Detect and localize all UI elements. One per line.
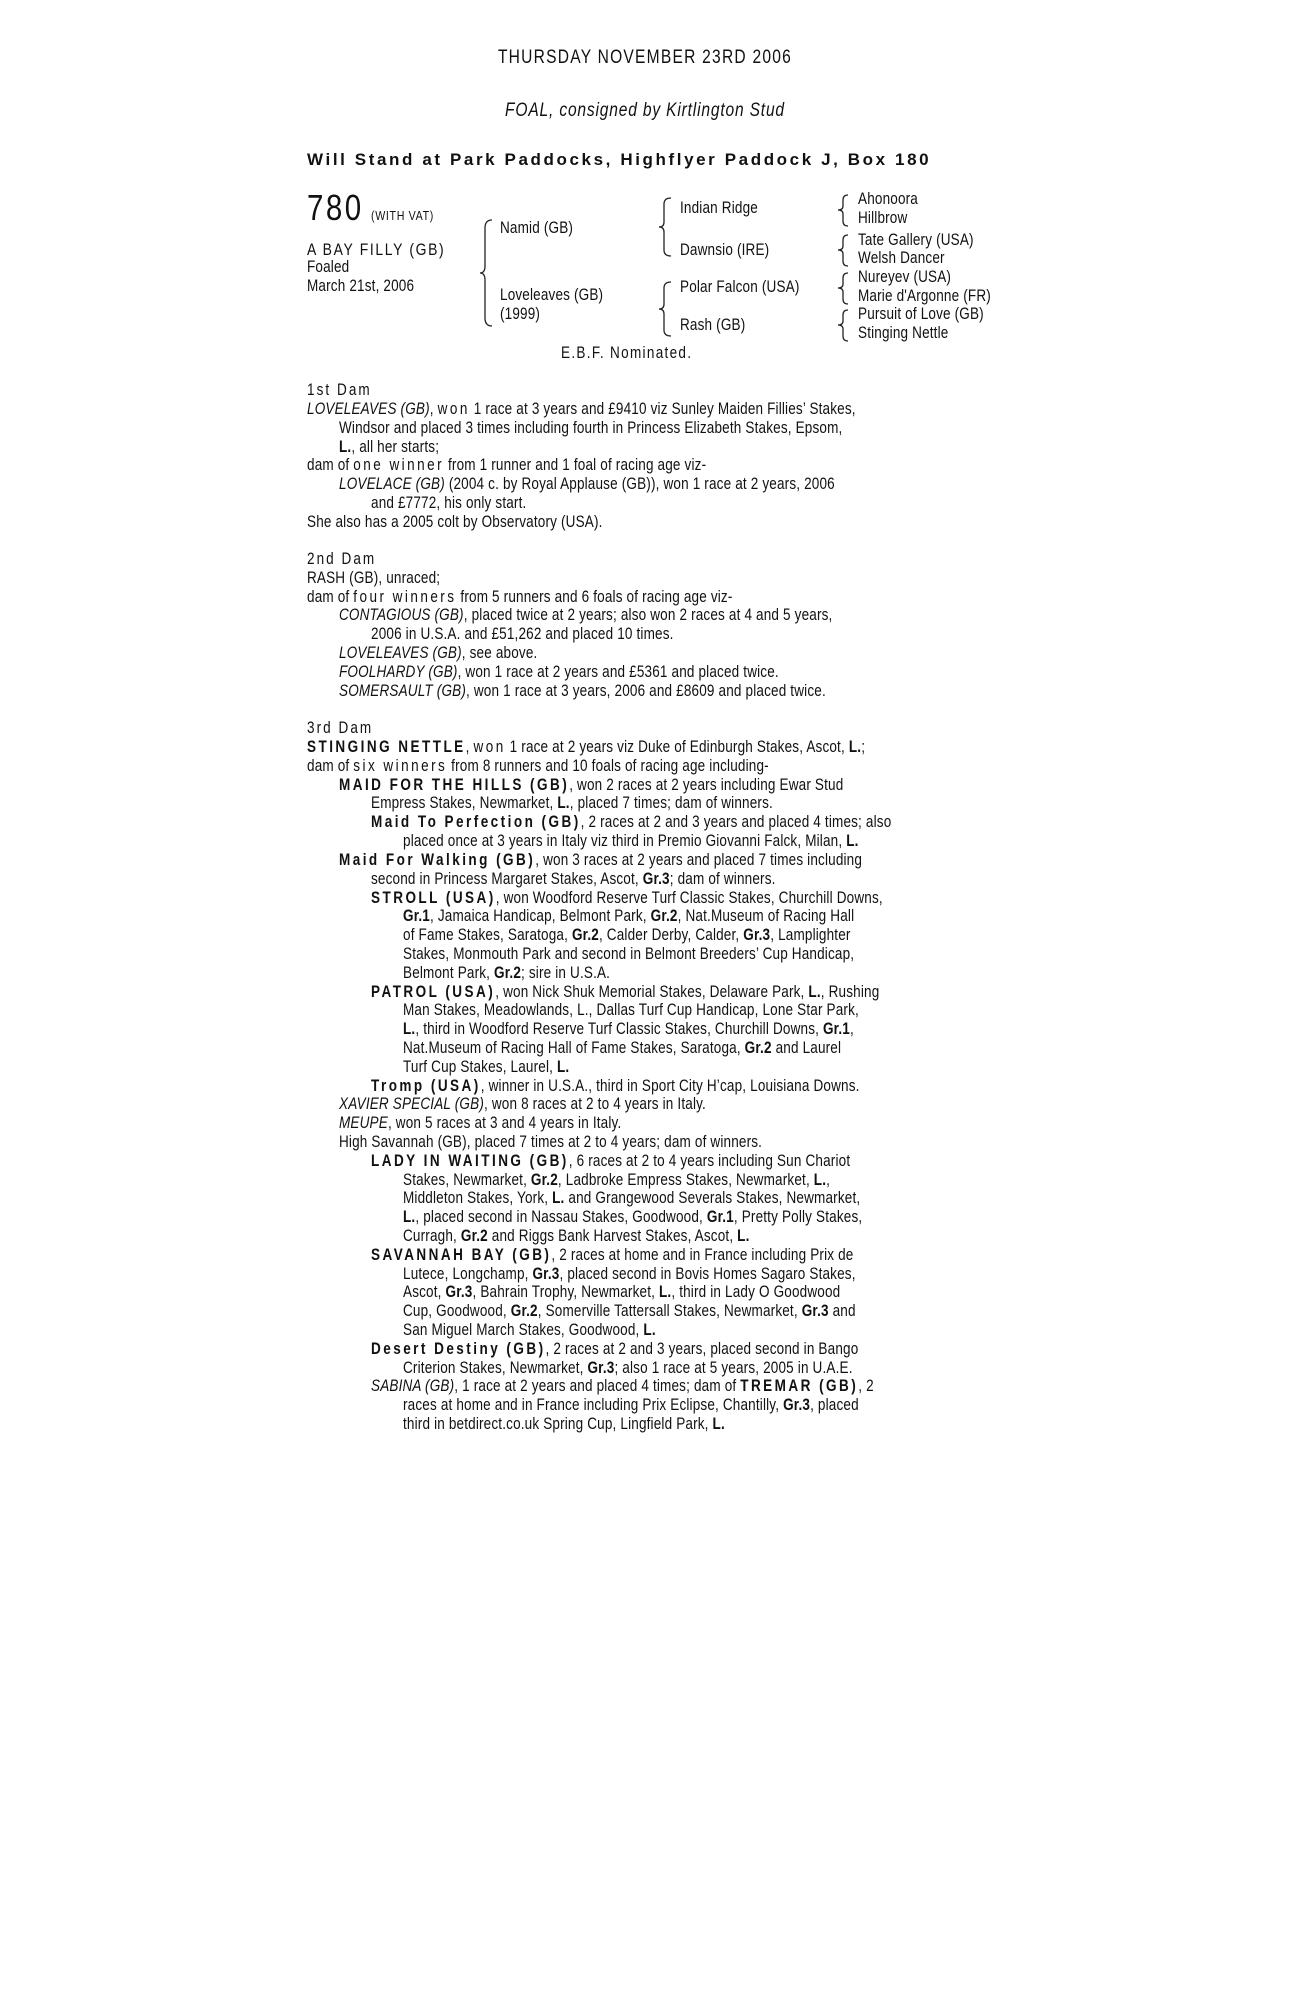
pedigree-sdd: Welsh Dancer [858, 249, 945, 267]
pedigree-dsd: Marie d'Argonne (FR) [858, 287, 991, 305]
stand-location: Will Stand at Park Paddocks, Highflyer Paddock J, Box 180 [307, 150, 932, 169]
third-dam-line-9: STROLL (USA), won Woodford Reserve Turf Classic Stakes, Churchill Downs, [371, 889, 883, 907]
pedigree-bracket-main [480, 218, 494, 328]
pedigree-sds: Tate Gallery (USA) [858, 231, 974, 249]
third-dam-line-2: dam of six winners from 8 runners and 10 foals of racing age including- [307, 757, 769, 775]
first-dam-line-2: Windsor and placed 3 times including fourth in Princess Elizabeth Stakes, Epsom, [339, 419, 843, 437]
third-dam-line-28: SAVANNAH BAY (GB), 2 races at home and in France including Prix de [371, 1246, 854, 1264]
third-dam-line-30: Ascot, Gr.3, Bahrain Trophy, Newmarket, L., third in Lady O Goodwood [403, 1283, 841, 1301]
pedigree-sss: Ahonoora [858, 190, 919, 208]
third-dam-line-24: Stakes, Newmarket, Gr.2, Ladbroke Empress Stakes, Newmarket, L., [403, 1171, 831, 1189]
first-dam-line-7: She also has a 2005 colt by Observatory (USA). [307, 513, 603, 531]
third-dam-line-1: STINGING NETTLE, won 1 race at 2 years viz Duke of Edinburgh Stakes, Ascot, L.; [307, 738, 866, 756]
third-dam-line-14: PATROL (USA), won Nick Shuk Memorial Stakes, Delaware Park, L., Rushing [371, 983, 880, 1001]
second-dam-heading: 2nd Dam [307, 550, 377, 568]
third-dam-heading: 3rd Dam [307, 719, 374, 737]
pedigree-sire: Namid (GB) [500, 219, 574, 237]
third-dam-line-36: races at home and in France including Prix Eclipse, Chantilly, Gr.3, placed [403, 1396, 859, 1414]
lot-number: 780 [307, 187, 364, 228]
third-dam-line-6: placed once at 3 years in Italy viz third in Premio Giovanni Falck, Milan, L. [403, 832, 859, 850]
first-dam-line-6: and £7772, his only start. [371, 494, 527, 512]
third-dam-line-8: second in Princess Margaret Stakes, Ascot, Gr.3; dam of winners. [371, 870, 776, 888]
third-dam-line-31: Cup, Goodwood, Gr.2, Somerville Tattersall Stakes, Newmarket, Gr.3 and [403, 1302, 856, 1320]
third-dam-line-20: XAVIER SPECIAL (GB), won 8 races at 2 to 4 years in Italy. [339, 1095, 706, 1113]
third-dam-line-35: SABINA (GB), 1 race at 2 years and placed 4 times; dam of TREMAR (GB), 2 [371, 1377, 874, 1395]
third-dam-line-12: Stakes, Monmouth Park and second in Belmont Breeders’ Cup Handicap, [403, 945, 855, 963]
third-dam-line-22: High Savannah (GB), placed 7 times at 2 to 4 years; dam of winners. [339, 1133, 763, 1151]
first-dam-line-1: LOVELEAVES (GB), won 1 race at 3 years and £9410 viz Sunley Maiden Fillies’ Stakes, [307, 400, 856, 418]
pedigree-sire-dam: Dawnsio (IRE) [680, 241, 770, 259]
lot-title: A BAY FILLY (GB) [307, 240, 446, 259]
first-dam-heading: 1st Dam [307, 381, 372, 399]
pedigree-bracket-ds [838, 271, 850, 307]
second-dam-line-4: 2006 in U.S.A. and £51,262 and placed 10 times. [371, 625, 674, 643]
pedigree-bracket-dam [659, 280, 673, 338]
pedigree-bracket-dd [838, 308, 850, 344]
third-dam-line-18: Turf Cup Stakes, Laurel, L. [403, 1058, 570, 1076]
third-dam-line-34: Criterion Stakes, Newmarket, Gr.3; also 1 race at 5 years, 2005 in U.A.E. [403, 1359, 853, 1377]
third-dam-line-4: Empress Stakes, Newmarket, L., placed 7 times; dam of winners. [371, 794, 773, 812]
third-dam-line-13: Belmont Park, Gr.2; sire in U.S.A. [403, 964, 611, 982]
third-dam-line-16: L., third in Woodford Reserve Turf Classic Stakes, Churchill Downs, Gr.1, [403, 1020, 854, 1038]
third-dam-line-17: Nat.Museum of Racing Hall of Fame Stakes, Saratoga, Gr.2 and Laurel [403, 1039, 842, 1057]
third-dam-line-19: Tromp (USA), winner in U.S.A., third in Sport City H’cap, Louisiana Downs. [371, 1077, 860, 1095]
third-dam-line-3: MAID FOR THE HILLS (GB), won 2 races at 2 years including Ewar Stud [339, 776, 844, 794]
second-dam-line-1: RASH (GB), unraced; [307, 569, 441, 587]
first-dam-line-5: LOVELACE (GB) (2004 c. by Royal Applause (GB)), won 1 race at 2 years, 2006 [339, 475, 835, 493]
foaled-label: Foaled [307, 258, 350, 276]
pedigree-ssd: Hillbrow [858, 209, 908, 227]
vat-note: (WITH VAT) [371, 208, 435, 223]
pedigree-ddd: Stinging Nettle [858, 324, 949, 342]
third-dam-line-32: San Miguel March Stakes, Goodwood, L. [403, 1321, 656, 1339]
pedigree-bracket-sd [838, 233, 850, 269]
pedigree-dam-dam: Rash (GB) [680, 316, 746, 334]
pedigree-dds: Pursuit of Love (GB) [858, 305, 984, 323]
second-dam-line-2: dam of four winners from 5 runners and 6 foals of racing age viz- [307, 588, 733, 606]
pedigree-dam-sire: Polar Falcon (USA) [680, 278, 800, 296]
foaled-date: March 21st, 2006 [307, 277, 415, 295]
third-dam-line-7: Maid For Walking (GB), won 3 races at 2 years and placed 7 times including [339, 851, 863, 869]
third-dam-line-29: Lutece, Longchamp, Gr.3, placed second in Bovis Homes Sagaro Stakes, [403, 1265, 856, 1283]
pedigree-dam-year: (1999) [500, 305, 541, 323]
third-dam-line-21: MEUPE, won 5 races at 3 and 4 years in Italy. [339, 1114, 622, 1132]
third-dam-line-23: LADY IN WAITING (GB), 6 races at 2 to 4 years including Sun Chariot [371, 1152, 851, 1170]
first-dam-line-4: dam of one winner from 1 runner and 1 foal of racing age viz- [307, 456, 707, 474]
pedigree-dam: Loveleaves (GB) [500, 286, 604, 304]
sale-date: THURSDAY NOVEMBER 23RD 2006 [497, 47, 793, 68]
consignor-line: FOAL, consigned by Kirtlington Stud [505, 100, 785, 121]
ebf-note: E.B.F. Nominated. [561, 344, 693, 362]
pedigree-bracket-sire [659, 196, 673, 260]
third-dam-line-5: Maid To Perfection (GB), 2 races at 2 and 3 years and placed 4 times; also [371, 813, 892, 831]
third-dam-line-25: Middleton Stakes, York, L. and Grangewood Severals Stakes, Newmarket, [403, 1189, 861, 1207]
second-dam-line-7: SOMERSAULT (GB), won 1 race at 3 years, 2006 and £8609 and placed twice. [339, 682, 826, 700]
pedigree-dss: Nureyev (USA) [858, 268, 952, 286]
third-dam-line-11: of Fame Stakes, Saratoga, Gr.2, Calder Derby, Calder, Gr.3, Lamplighter [403, 926, 851, 944]
first-dam-line-3: L., all her starts; [339, 438, 440, 456]
third-dam-line-15: Man Stakes, Meadowlands, L., Dallas Turf Cup Handicap, Lone Star Park, [403, 1001, 859, 1019]
third-dam-line-33: Desert Destiny (GB), 2 races at 2 and 3 years, placed second in Bango [371, 1340, 859, 1358]
third-dam-line-37: third in betdirect.co.uk Spring Cup, Lingfield Park, L. [403, 1415, 725, 1433]
second-dam-line-6: FOOLHARDY (GB), won 1 race at 2 years and £5361 and placed twice. [339, 663, 779, 681]
third-dam-line-10: Gr.1, Jamaica Handicap, Belmont Park, Gr.2, Nat.Museum of Racing Hall [403, 907, 855, 925]
pedigree-bracket-ss [838, 193, 850, 229]
pedigree-sire-sire: Indian Ridge [680, 199, 758, 217]
third-dam-line-26: L., placed second in Nassau Stakes, Goodwood, Gr.1, Pretty Polly Stakes, [403, 1208, 863, 1226]
third-dam-line-27: Curragh, Gr.2 and Riggs Bank Harvest Stakes, Ascot, L. [403, 1227, 750, 1245]
second-dam-line-5: LOVELEAVES (GB), see above. [339, 644, 538, 662]
second-dam-line-3: CONTAGIOUS (GB), placed twice at 2 years; also won 2 races at 4 and 5 years, [339, 606, 833, 624]
